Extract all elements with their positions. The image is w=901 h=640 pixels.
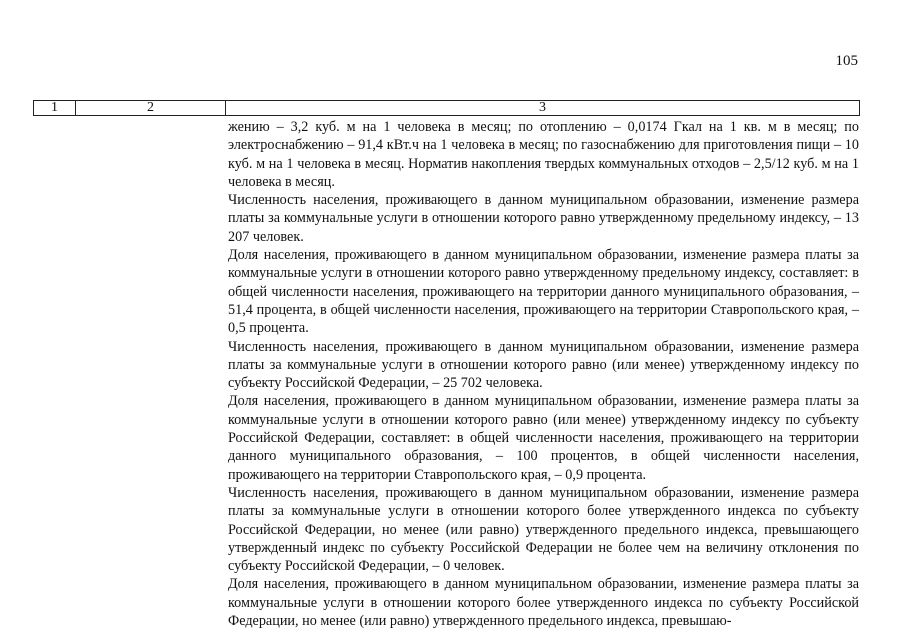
page-number: 105 — [835, 53, 858, 69]
paragraph: Численность населения, проживающего в данном муниципальном образовании, изменение размера платы за коммунальные услуги в отношении которого более утвержденного индекса по субъекту Российской Федерации, но менее (или равно) утвержденного предельного индекса, превышающего утвержденный индекс по субъекту Российской Федерации не более чем на величину отклонения по субъекту Российской Федерации, – 0 человек. — [228, 484, 859, 575]
document-body — [228, 118, 859, 630]
paragraph: Численность населения, проживающего в данном муниципальном образовании, изменение размера платы за коммунальные услуги в отношении которого равно (или менее) утвержденному индексу по субъекту Российской Федерации, – 25 702 человека. — [228, 338, 859, 392]
paragraph: Доля населения, проживающего в данном муниципальном образовании, изменение размера платы за коммунальные услуги в отношении которого равно (или менее) утвержденному индексу по субъекту Российской Федерации, составляет: в общей численности населения, проживающего на территории данного муниципального образования, – 100 процентов, в общей численности населения, проживающего на территории Ставропольского края, – 0,9 процента. — [228, 393, 859, 483]
paragraph: Доля населения, проживающего в данном муниципальном образовании, изменение размера платы за коммунальные услуги в отношении которого равно утвержденному предельному индексу, составляет: в общей численности населения, проживающего на территории данного муниципального образования, – 51,4 процента, в общей численности населения, проживающего на территории Ставропольского края, – 0,5 процента. — [228, 247, 859, 337]
table-header — [33, 100, 860, 116]
column-header-2: 2 — [76, 101, 226, 116]
column-header-1: 1 — [34, 101, 76, 116]
paragraph: Доля населения, проживающего в данном муниципальном образовании, изменение размера платы за коммунальные услуги в отношении которого более утвержденного индекса по субъекту Российской Федерации, но менее (или равно) утвержденного предельного индекса, превышаю- — [228, 576, 859, 630]
column-header-3: 3 — [226, 101, 860, 116]
paragraph: жению – 3,2 куб. м на 1 человека в месяц; по отоплению – 0,0174 Гкал на 1 кв. м в месяц; по электроснабжению – 91,4 кВт.ч на 1 человека в месяц; по газоснабжению для приготовления пищи – 10 куб. м на 1 человека в месяц. Норматив накопления твердых коммунальных отходов – 2,5/12 куб. м на 1 человека в месяц. — [228, 119, 859, 190]
paragraph: Численность населения, проживающего в данном муниципальном образовании, изменение размера платы за коммунальные услуги в отношении которого равно утвержденному предельному индексу, – 13 207 человек. — [228, 192, 859, 245]
